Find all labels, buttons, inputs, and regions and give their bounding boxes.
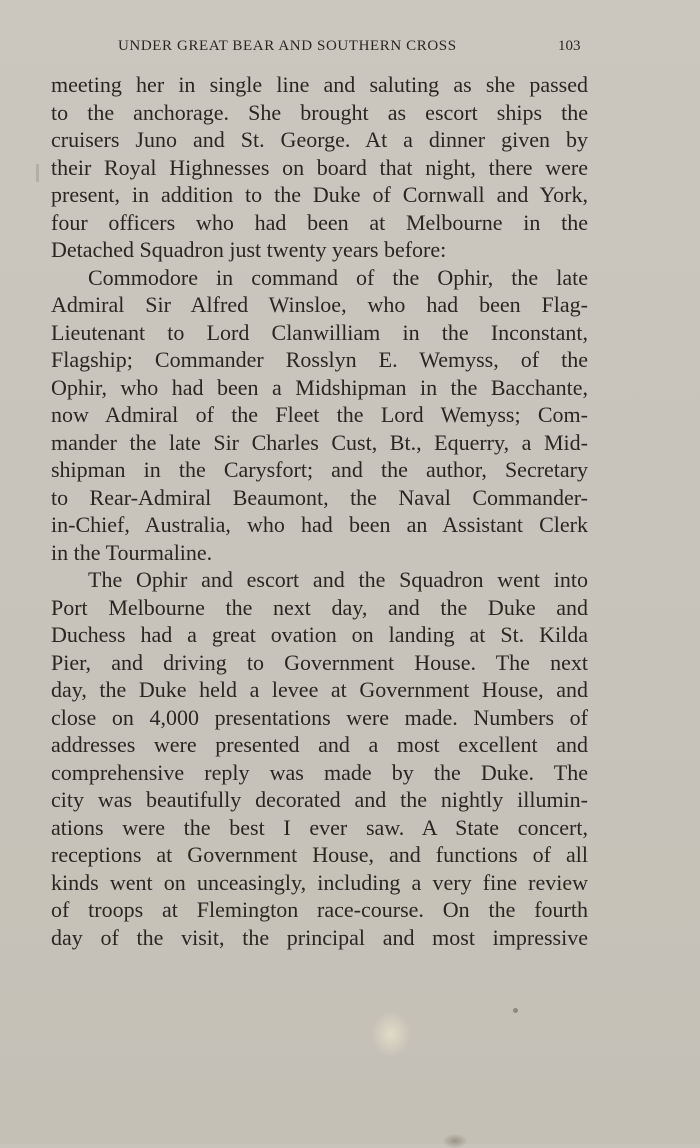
text-line: to Rear-Admiral Beaumont, the Naval Commander- — [51, 484, 588, 510]
text-line: Pier, and driving to Government House. The next — [51, 649, 588, 675]
text-line: The Ophir and escort and the Squadron went into — [88, 567, 588, 592]
text-line: Lieutenant to Lord Clanwilliam in the Inconstant, — [51, 319, 588, 345]
text-line: ations were the best I ever saw. A State concert, — [51, 814, 588, 840]
text-line: to the anchorage. She brought as escort ships the — [51, 99, 588, 125]
text-line: Ophir, who had been a Midshipman in the Bacchante, — [51, 374, 588, 400]
text-line: Admiral Sir Alfred Winsloe, who had been Flag- — [51, 292, 588, 317]
text-line: receptions at Government House, and functions of all — [51, 842, 588, 867]
text-line: cruisers Juno and St. George. At a dinner given by — [51, 127, 588, 152]
text-line: day of the visit, the principal and most impressive — [51, 924, 588, 950]
page-number: 103 — [558, 38, 581, 54]
text-line: Commodore in command of the Ophir, the late — [88, 264, 588, 290]
text-line: addresses were presented and a most excellent and — [51, 732, 588, 757]
text-line: of troops at Flemington race-course. On the fourth — [51, 897, 588, 922]
ink-speck — [513, 1008, 518, 1013]
paper-stain — [443, 1134, 467, 1148]
text-line: day, the Duke held a levee at Government House, and — [51, 677, 588, 702]
text-line: their Royal Highnesses on board that night, there were — [51, 154, 588, 180]
text-line: four officers who had been at Melbourne in the — [51, 209, 588, 235]
text-line: Duchess had a great ovation on landing at St. Kilda — [51, 622, 588, 647]
text-line: present, in addition to the Duke of Cornwall and York, — [51, 182, 588, 207]
text-line: now Admiral of the Fleet the Lord Wemyss; Com- — [51, 402, 588, 427]
text-line: Detached Squadron just twenty years before: — [51, 237, 447, 262]
text-line: close on 4,000 presentations were made. Numbers of — [51, 704, 588, 730]
text-line: Flagship; Commander Rosslyn E. Wemyss, of the — [51, 347, 588, 372]
text-line: shipman in the Carysfort; and the author, Secretary — [51, 457, 588, 482]
text-line: comprehensive reply was made by the Duke. The — [51, 759, 588, 785]
text-line: in the Tourmaline. — [51, 539, 213, 565]
body-text — [51, 71, 588, 951]
text-line: kinds went on unceasingly, including a very fine review — [51, 869, 588, 895]
paper-stain — [372, 1012, 410, 1056]
text-line: Port Melbourne the next day, and the Duke and — [51, 594, 588, 620]
text-line: in-Chief, Australia, who had been an Assistant Clerk — [51, 512, 588, 537]
text-line: mander the late Sir Charles Cust, Bt., Equerry, a Mid- — [51, 429, 588, 455]
running-head-title: UNDER GREAT BEAR AND SOUTHERN CROSS — [118, 38, 457, 54]
text-line: meeting her in single line and saluting as she passed — [51, 72, 588, 97]
paper-mark — [36, 164, 39, 182]
text-line: city was beautifully decorated and the nightly illumin- — [51, 787, 588, 812]
